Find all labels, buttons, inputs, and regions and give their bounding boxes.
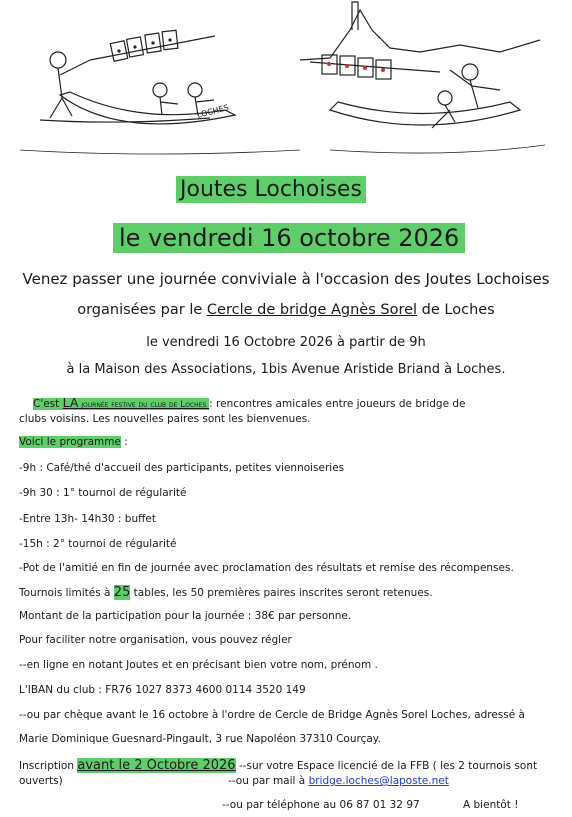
iban-line: L'IBAN du club : FR76 1027 8373 4600 0114 3520 149	[19, 684, 306, 696]
intro-line-1: Venez passer une journée conviviale à l'occasion des Joutes Lochoises	[22, 270, 550, 288]
festive-highlight: C'est LA journée festive du club de Loches	[33, 395, 210, 410]
inscription-phone: --ou par téléphone au 06 87 01 32 97	[222, 799, 420, 811]
closing-greeting: A bientôt !	[463, 799, 519, 811]
price-line: Montant de la participation pour la journée : 38€ par personne.	[19, 610, 352, 622]
intro-line-4: à la Maison des Associations, 1bis Avenue Aristide Briand à Loches.	[66, 362, 506, 377]
programme-item: -Pot de l'amitié en fin de journée avec proclamation des résultats et remise des récompenses.	[19, 562, 514, 574]
inscription-mail: --ou par mail à bridge.loches@laposte.net	[228, 775, 449, 787]
inscription-deadline: avant le 2 Octobre 2026	[77, 758, 236, 773]
intro-line-3: le vendredi 16 Octobre 2026 à partir de 9h	[146, 335, 426, 350]
festive-line-1	[33, 395, 466, 410]
email-link[interactable]: bridge.loches@laposte.net	[308, 775, 449, 787]
festive-rest: : rencontres amicales entre joueurs de bridge de	[209, 398, 466, 410]
table-limit: Tournois limités à 25 tables, les 50 premières paires inscrites seront retenues.	[19, 585, 433, 600]
boat-label: LOCHES	[196, 102, 230, 120]
festive-line-2: clubs voisins. Les nouvelles paires sont les bienvenues.	[19, 413, 311, 425]
programme-item: -9h : Café/thé d'accueil des participants, petites viennoiseries	[19, 462, 345, 474]
page-title: Joutes Lochoises	[176, 176, 366, 203]
payment-online: --en ligne en notant Joutes et en précisant bien votre nom, prénom .	[19, 659, 378, 671]
intro-line-2-prefix: organisées par le	[77, 302, 207, 318]
intro-line-2	[0, 302, 572, 318]
inscription-ffb-cont: ouverts)	[19, 775, 63, 787]
intro-line-2-suffix: de Loches	[417, 302, 495, 318]
programme-item: -Entre 13h- 14h30 : buffet	[19, 513, 156, 525]
inscription-line: Inscription avant le 2 Octobre 2026 --sur votre Espace licencié de la FFB ( les 2 tournois sont	[19, 758, 538, 773]
programme-item: -15h : 2° tournoi de régularité	[19, 538, 177, 550]
club-name: Cercle de bridge Agnès Sorel	[206, 302, 418, 318]
programme-item: -9h 30 : 1° tournoi de régularité	[19, 487, 187, 499]
payment-cheque: --ou par chèque avant le 16 octobre à l'ordre de Cercle de Bridge Agnès Sorel Loches, adressé à	[19, 709, 525, 721]
programme-heading: Voici le programme :	[19, 436, 128, 448]
payment-intro: Pour faciliter notre organisation, vous pouvez régler	[19, 634, 292, 646]
event-date: le vendredi 16 octobre 2026	[113, 223, 465, 253]
cheque-address: Marie Dominique Guesnard-Pingault, 3 rue Napoléon 37310 Courçay.	[19, 733, 381, 745]
right-boat-icon	[330, 102, 520, 125]
table-limit-number: 25	[113, 585, 131, 600]
jousting-illustration	[0, 0, 572, 165]
